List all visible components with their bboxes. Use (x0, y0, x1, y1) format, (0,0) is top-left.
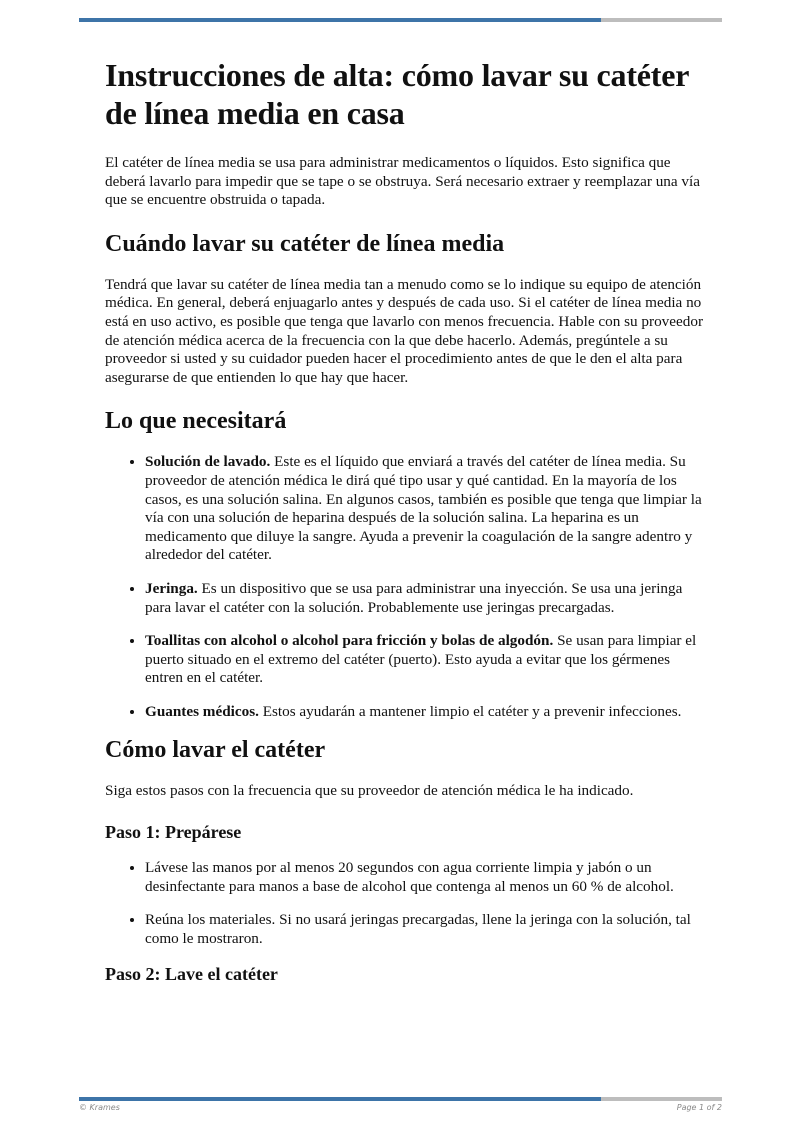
footer-rule-track (601, 1097, 722, 1101)
list-item (145, 580, 705, 617)
footer-rule (79, 1097, 722, 1101)
intro-paragraph: El catéter de línea media se usa para administrar medicamentos o líquidos. Esto significa que deberá lavarlo para impedir que se tape o se obstruya. Será necesario extraer y reemplazar una vía que se encuentre obstruida o tapada. (105, 154, 700, 209)
section-how-body: Siga estos pasos con la frecuencia que su proveedor de atención médica le ha indicado. (105, 782, 634, 800)
section-heading-how: Cómo lavar el catéter (105, 737, 326, 764)
list-item-text: Este es el líquido que enviará a través del catéter de línea media. Su proveedor de atención médica le dirá qué tipo usar y qué cantidad. En la mayoría de los casos, es una solución salina. En algunos casos, también es posible que tenga que limpiar la vía con una solución de heparina después de la solución salina. La heparina es un medicamento que diluye la sangre. Ayuda a prevenir la coagulación de la sangre adentro y alrededor del catéter. (145, 453, 702, 564)
copyright-text: © Krames (79, 1103, 120, 1112)
list-item (145, 703, 705, 722)
list-item-term: Guantes médicos. (145, 702, 259, 720)
page-footer (79, 1103, 722, 1112)
list-item: • Reúna los materiales. Si no usará jeringas precargadas, llene la jeringa con la solución, tal como le mostraron. (145, 911, 705, 948)
section-heading-when: Cuándo lavar su catéter de línea media (105, 230, 505, 257)
document-body (105, 56, 705, 1001)
section-when-body: Tendrá que lavar su catéter de línea media tan a menudo como se lo indique su equipo de atención médica. En general, deberá enjuagarlo antes y después de cada uso. Si el catéter de línea media no está en uso activo, es posible que tenga que lavarlo con menos frecuencia. Hable con su proveedor de atención médica acerca de la frecuencia con la que debe hacerlo. Además, pregúntele a su proveedor si usted y su cuidador pueden hacer el procedimiento antes de que le den el alta para asegurarse de que entienden lo que hay que hacer. (105, 275, 704, 386)
step1-heading: Paso 1: Prepárese (105, 822, 242, 843)
supplies-list (105, 453, 705, 721)
header-rule-accent (79, 18, 601, 22)
list-item-term: Solución de lavado. (145, 453, 271, 471)
footer-rule-accent (79, 1097, 601, 1101)
step1-list (105, 859, 705, 948)
list-item-text: Es un dispositivo que se usa para administrar una inyección. Se usa una jeringa para lavar el catéter con la solución. Probablemente use jeringas precargadas. (145, 579, 683, 616)
page-number: Page 1 of 2 (676, 1103, 722, 1112)
list-item-term: Toallitas con alcohol o alcohol para fricción y bolas de algodón. (145, 632, 554, 650)
list-item-text: Se usan para limpiar el puerto situado en el extremo del catéter (puerto). Esto ayuda a evitar que los gérmenes entren en el catéter. (145, 632, 697, 687)
page-title: Instrucciones de alta: cómo lavar su catéter de línea media en casa (105, 57, 689, 131)
header-rule (79, 18, 722, 22)
header-rule-track (601, 18, 722, 22)
list-item-text: Estos ayudarán a mantener limpio el catéter y a prevenir infecciones. (258, 702, 682, 720)
list-item (145, 453, 705, 565)
list-item: • Lávese las manos por al menos 20 segundos con agua corriente limpia y jabón o un desinfectante para manos a base de alcohol que contenga al menos un 60 % de alcohol. (145, 859, 705, 896)
list-item-term: Jeringa. (145, 579, 198, 597)
step2-heading: Paso 2: Lave el catéter (105, 964, 278, 985)
list-item (145, 632, 705, 688)
section-heading-supplies: Lo que necesitará (105, 408, 287, 435)
